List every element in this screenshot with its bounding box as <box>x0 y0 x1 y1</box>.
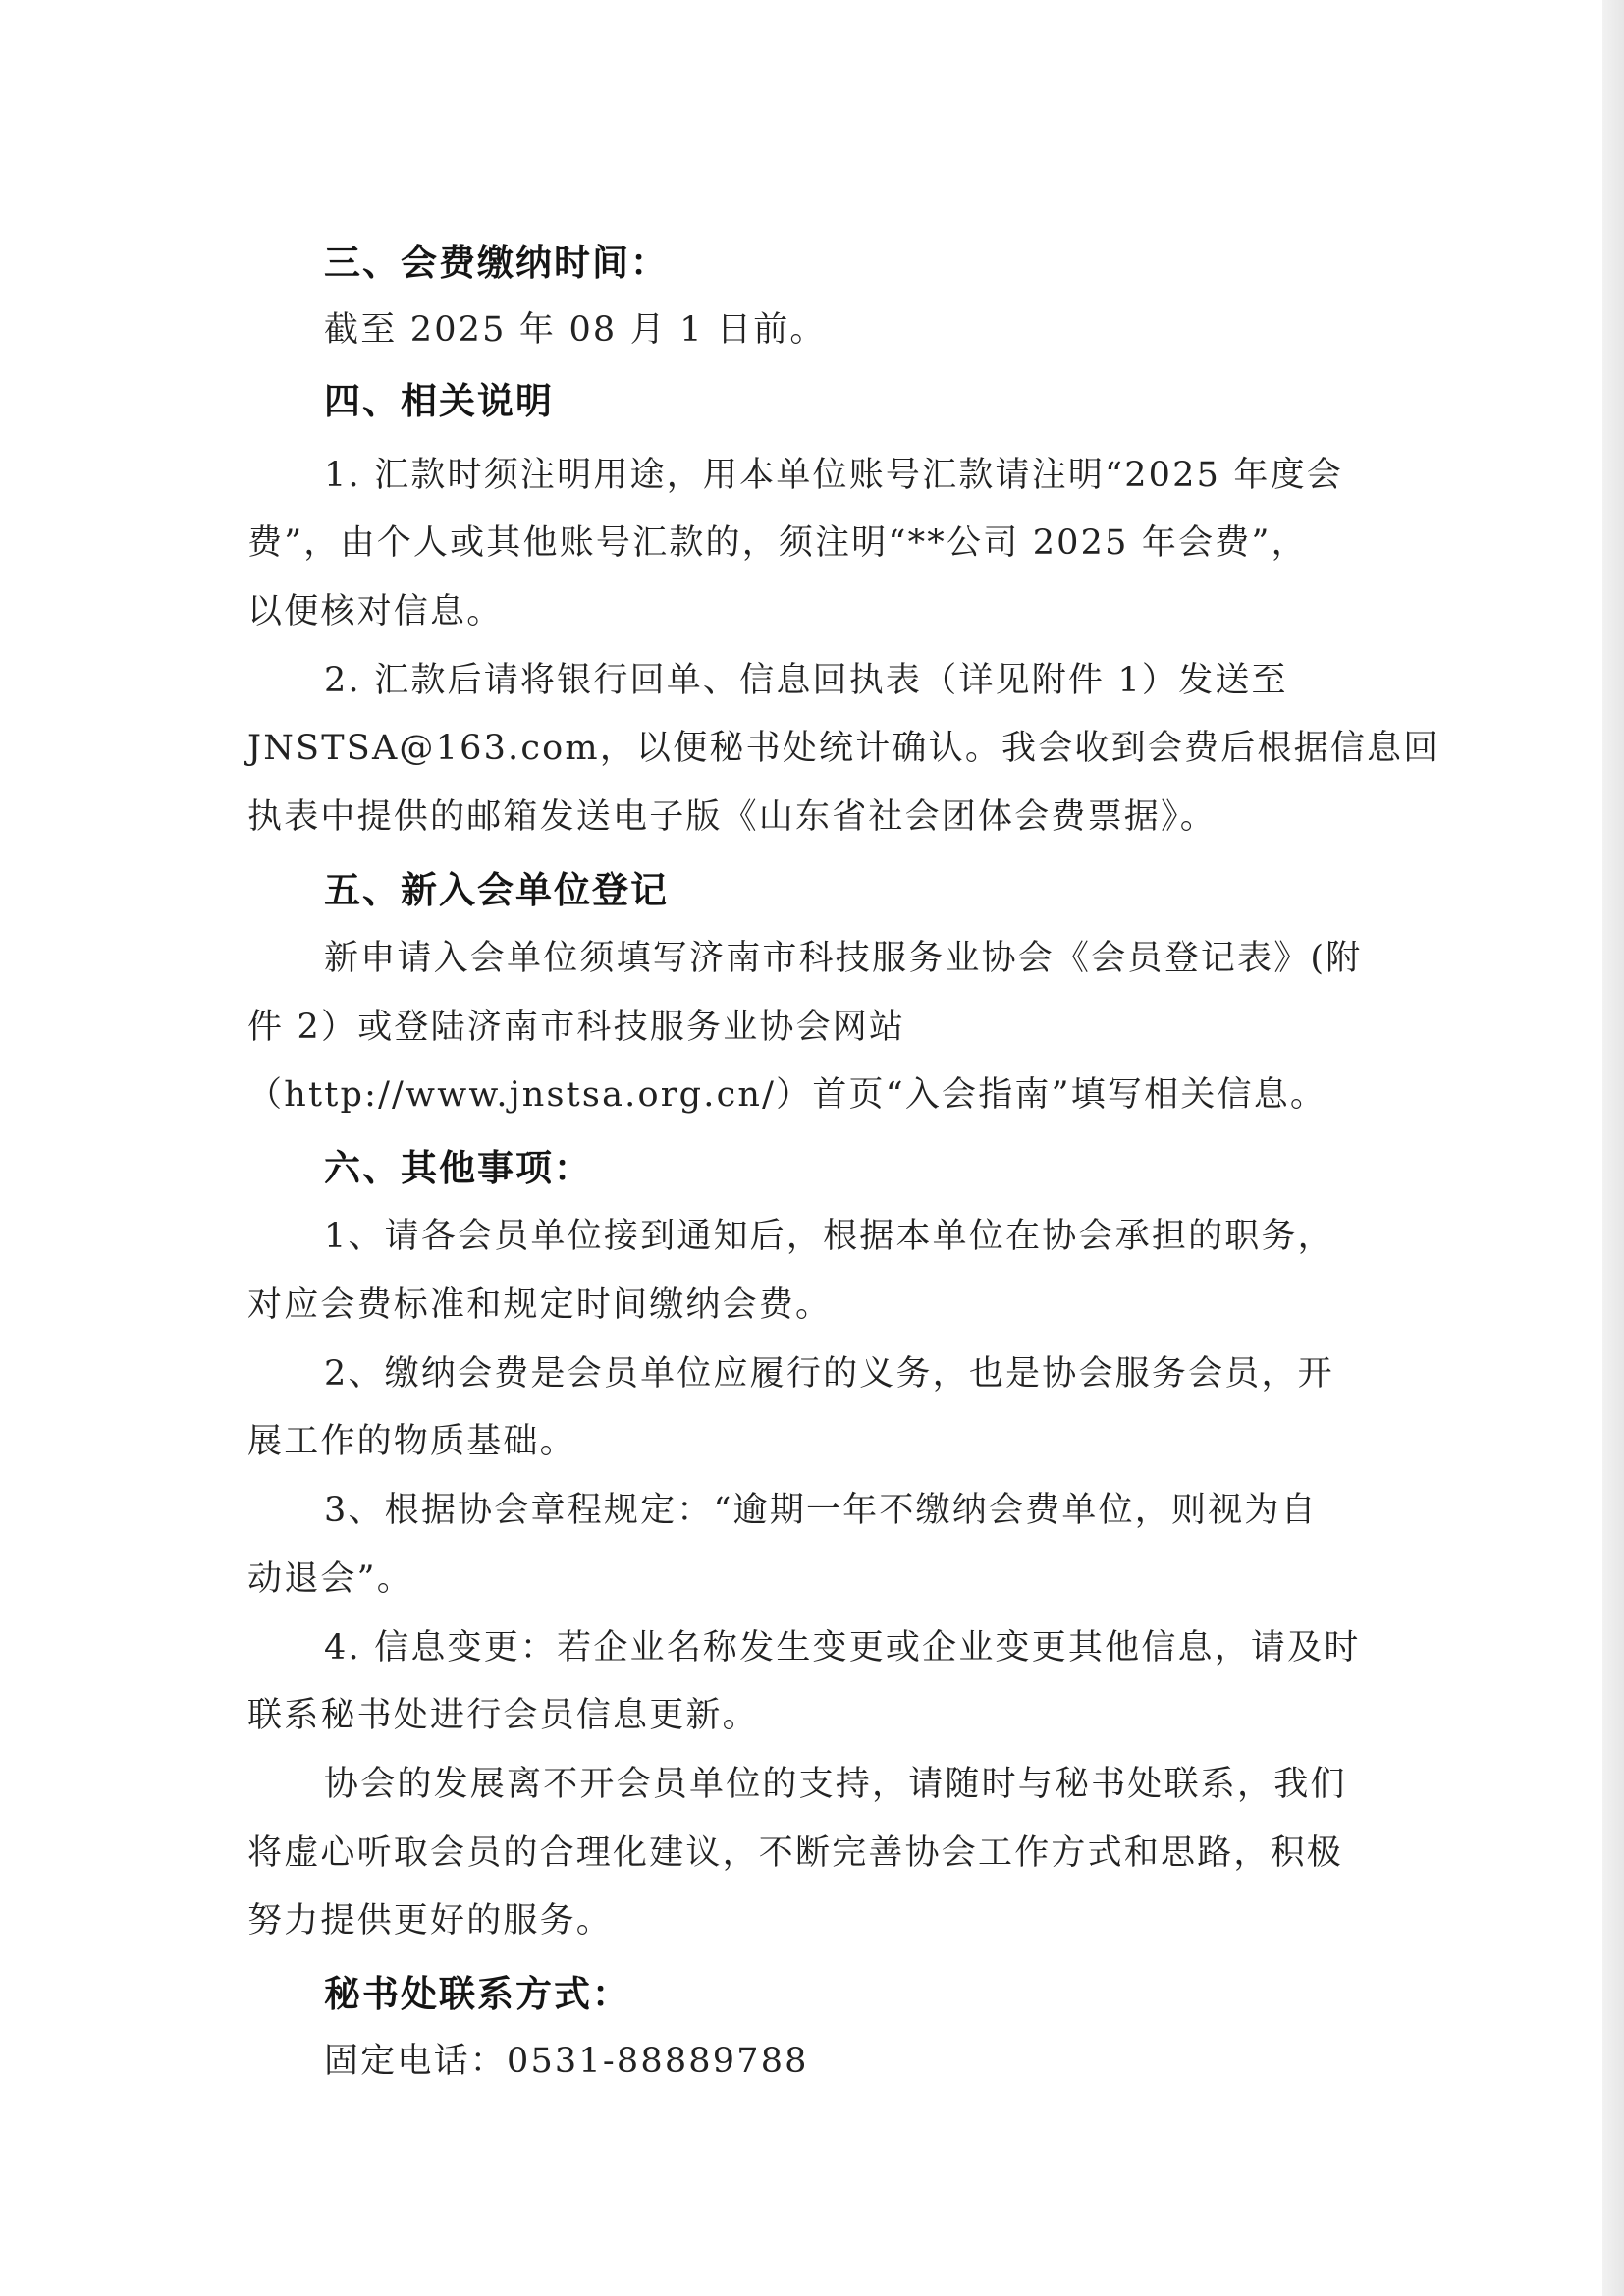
section-6-heading: 六、其他事项： <box>324 1147 592 1189</box>
closing-line-3: 努力提供更好的服务。 <box>247 1901 614 1941</box>
section-6-item-4-line-1: 4. 信息变更：若企业名称发生变更或企业变更其他信息，请及时 <box>324 1628 1361 1667</box>
section-6-item-2-line-2: 展工作的物质基础。 <box>247 1422 576 1461</box>
section-4-item-2-line-2: JNSTSA@163.com，以便秘书处统计确认。我会收到会费后根据信息回 <box>247 729 1440 768</box>
section-6-item-1-line-1: 1、请各会员单位接到通知后，根据本单位在协会承担的职务， <box>324 1217 1334 1256</box>
section-5-line-1: 新申请入会单位须填写济南市科技服务业协会《会员登记表》(附 <box>324 939 1363 978</box>
section-6-item-3-line-2: 动退会”。 <box>247 1559 413 1599</box>
scan-edge-shadow <box>1602 0 1624 2296</box>
section-4-item-1-line-2: 费”，由个人或其他账号汇款的，须注明“**公司 2025 年会费”， <box>247 523 1308 563</box>
closing-line-1: 协会的发展离不开会员单位的支持，请随时与秘书处联系，我们 <box>324 1765 1347 1804</box>
section-6-item-2-line-1: 2、缴纳会费是会员单位应履行的义务，也是协会服务会员，开 <box>324 1354 1334 1394</box>
section-3-deadline: 截至 2025 年 08 月 1 日前。 <box>324 310 827 350</box>
section-6-item-3-line-1: 3、根据协会章程规定：“逾期一年不缴纳会费单位，则视为自 <box>324 1491 1318 1530</box>
section-6-item-4-line-2: 联系秘书处进行会员信息更新。 <box>247 1696 759 1735</box>
section-4-item-2-line-1: 2. 汇款后请将银行回单、信息回执表（详见附件 1）发送至 <box>324 661 1288 700</box>
closing-line-2: 将虚心听取会员的合理化建议，不断完善协会工作方式和思路，积极 <box>247 1833 1344 1873</box>
section-5-line-3: （http://www.jnstsa.org.cn/）首页“入会指南”填写相关信息。 <box>247 1075 1327 1115</box>
section-4-item-2-line-3: 执表中提供的邮箱发送电子版《山东省社会团体会费票据》。 <box>247 797 1217 837</box>
section-5-heading: 五、新入会单位登记 <box>324 869 669 911</box>
section-3-heading: 三、会费缴纳时间： <box>324 242 669 284</box>
contact-heading: 秘书处联系方式： <box>324 1973 630 2015</box>
section-4-item-1-line-1: 1. 汇款时须注明用途，用本单位账号汇款请注明“2025 年度会 <box>324 456 1344 495</box>
section-4-item-1-line-3: 以便核对信息。 <box>247 592 504 631</box>
section-5-line-2: 件 2）或登陆济南市科技服务业协会网站 <box>247 1008 906 1047</box>
section-4-heading: 四、相关说明 <box>324 380 554 422</box>
section-6-item-1-line-2: 对应会费标准和规定时间缴纳会费。 <box>247 1285 833 1325</box>
contact-phone: 固定电话：0531-88889788 <box>324 2042 809 2081</box>
